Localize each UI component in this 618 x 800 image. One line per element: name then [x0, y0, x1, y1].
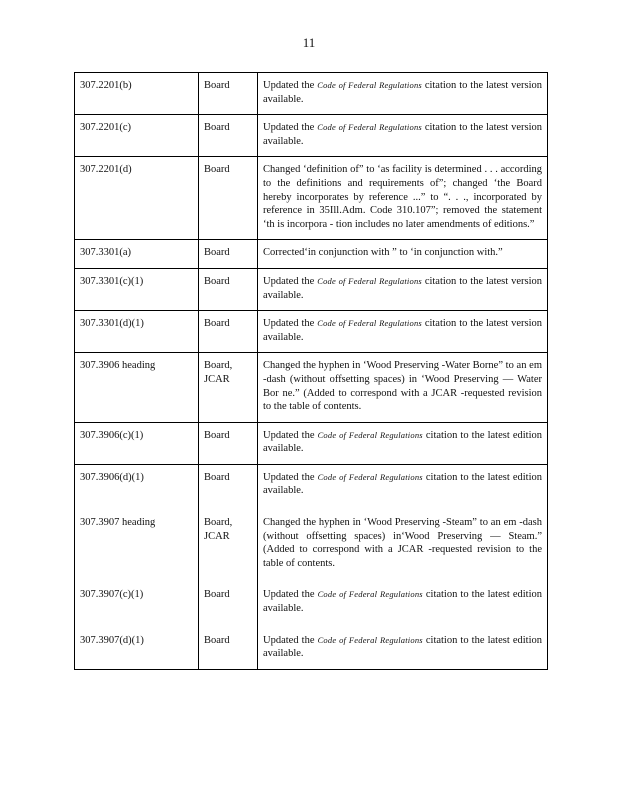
section-cell: 307.2201(c) — [75, 115, 199, 157]
source-cell: Board — [199, 311, 258, 353]
description-cell — [258, 422, 548, 464]
source-cell: Board, JCAR — [199, 510, 258, 582]
section-cell: 307.3301(a) — [75, 240, 199, 269]
section-cell: 307.3906 heading — [75, 353, 199, 422]
table-row — [75, 115, 548, 157]
description-text: citation to the latest edition available. — [263, 471, 542, 497]
section-cell: 307.3907(c)(1) — [75, 582, 199, 627]
description-text: Updated the — [263, 589, 318, 601]
changes-table — [74, 72, 548, 670]
cfr-citation: Code of Federal Regulations — [317, 429, 423, 440]
table-row — [75, 240, 548, 269]
source-cell: Board — [199, 464, 258, 510]
description-text: Updated the — [263, 275, 318, 287]
source-cell: Board — [199, 422, 258, 464]
description-cell — [258, 628, 548, 670]
section-cell: 307.3907 heading — [75, 510, 199, 582]
section-cell: 307.2201(d) — [75, 157, 199, 240]
section-cell: 307.3906(c)(1) — [75, 422, 199, 464]
section-cell: 307.3301(c)(1) — [75, 268, 199, 310]
description-text: Updated the — [263, 122, 318, 134]
description-text: Updated the — [263, 429, 318, 441]
source-cell: Board — [199, 268, 258, 310]
description-text: citation to the latest edition available. — [263, 589, 542, 615]
description-cell — [258, 311, 548, 353]
description-text: Updated the — [263, 318, 318, 330]
section-cell: 307.3301(d)(1) — [75, 311, 199, 353]
table-row — [75, 268, 548, 310]
table-row — [75, 464, 548, 510]
description-cell — [258, 268, 548, 310]
table-row — [75, 311, 548, 353]
table-row — [75, 628, 548, 670]
description-cell — [258, 582, 548, 627]
table-row — [75, 353, 548, 422]
section-cell: 307.3906(d)(1) — [75, 464, 199, 510]
cfr-citation: Code of Federal Regulations — [317, 318, 422, 329]
description-cell: Changed the hyphen in ‘Wood Preserving -Steam” to an em -dash (without offsetting spaces) in‘Wood Preserving — Steam.” (Added to correspond with a JCAR -requested revision to the table of contents. — [258, 510, 548, 582]
description-cell — [258, 464, 548, 510]
cfr-citation: Code of Federal Regulations — [317, 80, 422, 90]
description-cell: Changed ‘definition of” to ‘as facility is determined . . . according to the definitions and requirements of”; changed ‘the Board hereby incorporates by reference ...” to “. . ., incorporated by reference in 35Ill.Adm. Code 310.107”; removed the statement ‘th is incorpora - tion includes no later amendments of editions.” — [258, 157, 548, 240]
description-text: Updated the — [263, 471, 318, 483]
source-cell: Board, JCAR — [199, 353, 258, 422]
table-row — [75, 73, 548, 115]
page-number: 11 — [302, 35, 316, 50]
description-text: citation to the latest version available. — [263, 122, 542, 147]
description-cell — [258, 115, 548, 157]
source-cell: Board — [199, 115, 258, 157]
description-text: citation to the latest edition available. — [263, 429, 542, 455]
source-cell: Board — [199, 582, 258, 627]
source-cell: Board — [199, 240, 258, 269]
source-cell: Board — [199, 73, 258, 115]
section-cell: 307.2201(b) — [75, 73, 199, 115]
cfr-citation: Code of Federal Regulations — [317, 589, 423, 600]
source-cell: Board — [199, 157, 258, 240]
description-text: citation to the latest version available. — [263, 80, 542, 105]
description-cell — [258, 73, 548, 115]
cfr-citation: Code of Federal Regulations — [317, 122, 422, 133]
cfr-citation: Code of Federal Regulations — [317, 275, 422, 286]
table-row — [75, 510, 548, 582]
description-text: citation to the latest version available. — [263, 275, 542, 301]
table-row — [75, 157, 548, 240]
description-cell: Changed the hyphen in ‘Wood Preserving -Water Borne” to an em -dash (without offsetting spaces) in ‘Wood Preserving — Water Bor ne.” (Added to correspond with a JCAR -requested revision to the table of contents. — [258, 353, 548, 422]
description-text: Updated the — [263, 80, 318, 91]
description-text: Updated the — [263, 634, 318, 646]
table-row — [75, 582, 548, 627]
description-text: citation to the latest version available. — [263, 318, 542, 343]
cfr-citation: Code of Federal Regulations — [317, 634, 423, 645]
cfr-citation: Code of Federal Regulations — [317, 471, 423, 482]
description-text: citation to the latest edition available. — [263, 634, 542, 660]
description-cell: Corrected‘in conjunction with ” to ‘in conjunction with.” — [258, 240, 548, 269]
section-cell: 307.3907(d)(1) — [75, 628, 199, 670]
source-cell: Board — [199, 628, 258, 670]
table-row — [75, 422, 548, 464]
